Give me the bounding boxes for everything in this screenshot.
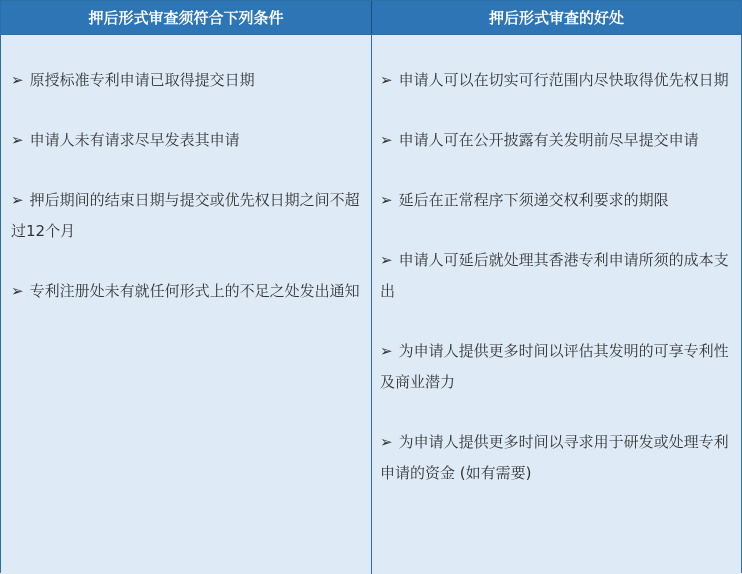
list-item [380,427,733,489]
condition-text: 申请人未有请求尽早发表其申请 [29,131,240,149]
benefit-text: 申请人可以在切实可行范围内尽快取得优先权日期 [398,71,729,89]
arrow-bullet-icon: ➢ [380,342,393,360]
arrow-bullet-icon: ➢ [11,71,24,89]
table-body [1,35,741,574]
list-item [380,245,733,307]
arrow-bullet-icon: ➢ [11,282,24,300]
list-item [380,336,733,398]
benefit-text: 延后在正常程序下须递交权利要求的期限 [398,191,669,209]
benefit-text: 为申请人提供更多时间以评估其发明的可享专利性及商业潜力 [380,342,729,391]
benefits-column [372,35,741,574]
list-item [380,125,733,156]
arrow-bullet-icon: ➢ [380,131,393,149]
header-conditions: 押后形式审查须符合下列条件 [1,1,372,34]
list-item [11,276,363,307]
condition-text: 专利注册处未有就任何形式上的不足之处发出通知 [29,282,360,300]
conditions-column [1,35,372,574]
arrow-bullet-icon: ➢ [380,71,393,89]
benefit-text: 申请人可在公开披露有关发明前尽早提交申请 [398,131,699,149]
list-item [11,65,363,96]
arrow-bullet-icon: ➢ [11,191,24,209]
table-header [1,1,741,35]
list-item [380,185,733,216]
arrow-bullet-icon: ➢ [11,131,24,149]
benefit-text: 为申请人提供更多时间以寻求用于研发或处理专利申请的资金 (如有需要) [380,433,729,482]
list-item [11,125,363,156]
list-item [11,185,363,247]
benefit-text: 申请人可延后就处理其香港专利申请所须的成本支出 [380,251,729,300]
arrow-bullet-icon: ➢ [380,191,393,209]
header-benefits: 押后形式审查的好处 [488,9,624,27]
arrow-bullet-icon: ➢ [380,433,393,451]
arrow-bullet-icon: ➢ [380,251,393,269]
list-item [380,65,733,96]
condition-text: 押后期间的结束日期与提交或优先权日期之间不超过12个月 [11,191,360,240]
condition-text: 原授标准专利申请已取得提交日期 [29,71,255,89]
